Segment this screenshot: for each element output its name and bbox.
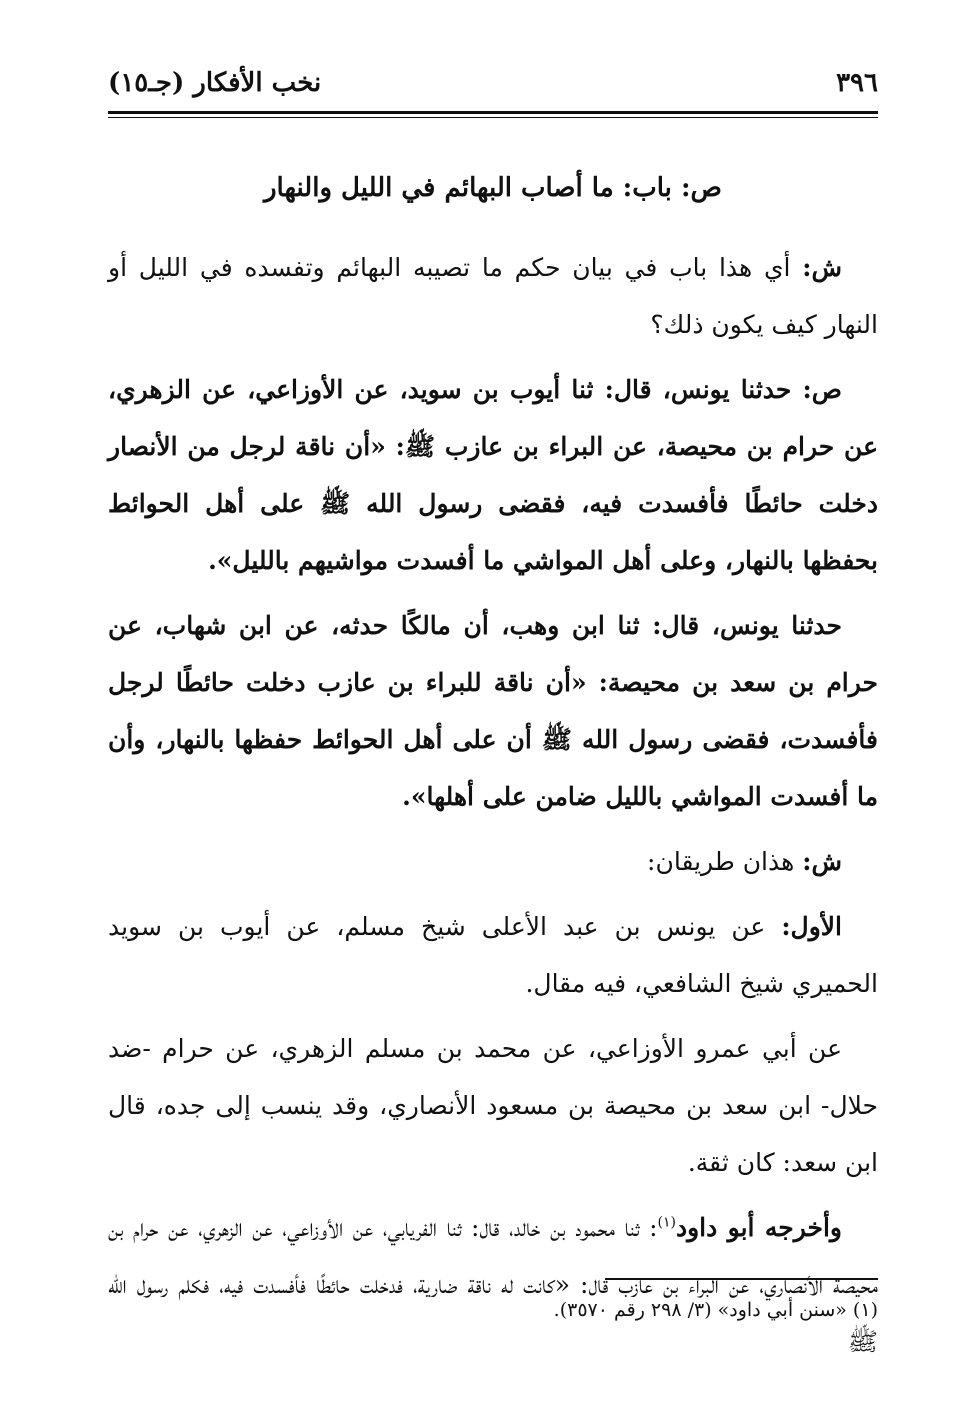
- paragraph-4: [108, 833, 878, 890]
- main-text: [108, 160, 878, 1378]
- paragraph-lead: وأخرجه أبو داود: [675, 1213, 842, 1242]
- paragraph-2: [108, 361, 878, 589]
- footnote: (١) «سنن أبي داود» (٣/ ٢٩٨ رقم ٣٥٧٠).: [553, 1299, 878, 1321]
- running-title: نخب الأفكار (جـ١٥): [108, 68, 322, 98]
- paragraph-lead: ش:: [802, 847, 842, 876]
- page-number: ٣٩٦: [836, 68, 878, 98]
- paragraph-7: [108, 1199, 878, 1370]
- paragraph-lead: الأول:: [781, 912, 842, 941]
- paragraph-text: عن يونس بن عبد الأعلى شيخ مسلم، عن أيوب بن سويد الحميري شيخ الشافعي، فيه مقال.: [108, 912, 878, 998]
- page-header: [108, 68, 878, 108]
- header-rule-thin: [108, 117, 878, 118]
- footnote-reference: (١): [657, 1214, 676, 1231]
- paragraph-5: [108, 898, 878, 1012]
- paragraph-text: عن أبي عمرو الأوزاعي، عن محمد بن مسلم الزهري، عن حرام -ضد حلال- ابن سعد بن محيصة بن مسعود الأنصاري، وقد ينسب إلى جده، قال ابن سعد: كان ثقة.: [108, 1034, 878, 1177]
- paragraph-lead: ش:: [802, 253, 842, 282]
- paragraph-lead: ص:: [802, 375, 842, 404]
- paragraph-text: حدثنا يونس، قال: ثنا ابن وهب، أن مالكًا حدثه، عن ابن شهاب، عن حرام بن سعد بن محيصة: «أن ناقة للبراء بن عازب دخلت حائطًا لرجل فأفسدت، فقضى رسول الله ﷺ أن على أهل الحوائط حفظها بالنهار، وأن ما أفسدت المواشي بالليل ضامن على أهلها».: [108, 611, 878, 811]
- header-rule-thick: [108, 111, 878, 114]
- paragraph-1: [108, 239, 878, 353]
- paragraph-text: : ثنا محمود بن خالد، قال: ثنا الفريابي، عن الأوزاعي، عن الزهري، عن حرام بن محيصة الأنصاري، عن البراء بن عازب قال: «كانت له ناقة ضارية، فدخلت حائطًا فأفسدت فيه، فكلم رسول الله ﷺ: [108, 1213, 878, 1356]
- footnote-separator: [605, 1278, 878, 1280]
- paragraph-text: حدثنا يونس، قال: ثنا أيوب بن سويد، عن الأوزاعي، عن الزهري، عن حرام بن محيصة، عن البراء بن عازب ﷺ: «أن ناقة لرجل من الأنصار دخلت حائطًا فأفسدت فيه، فقضى رسول الله ﷺ على أهل الحوائط بحفظها بالنهار، وعلى أهل المواشي ما أفسدت مواشيهم بالليل».: [108, 375, 878, 575]
- paragraph-text: هذان طريقان:: [647, 847, 803, 876]
- paragraph-text: أي هذا باب في بيان حكم ما تصيبه البهائم وتفسده في الليل أو النهار كيف يكون ذلك؟: [108, 253, 878, 339]
- paragraph-6: [108, 1020, 878, 1191]
- paragraph-3: [108, 597, 878, 825]
- chapter-title: ص: باب: ما أصاب البهائم في الليل والنهار: [263, 173, 722, 203]
